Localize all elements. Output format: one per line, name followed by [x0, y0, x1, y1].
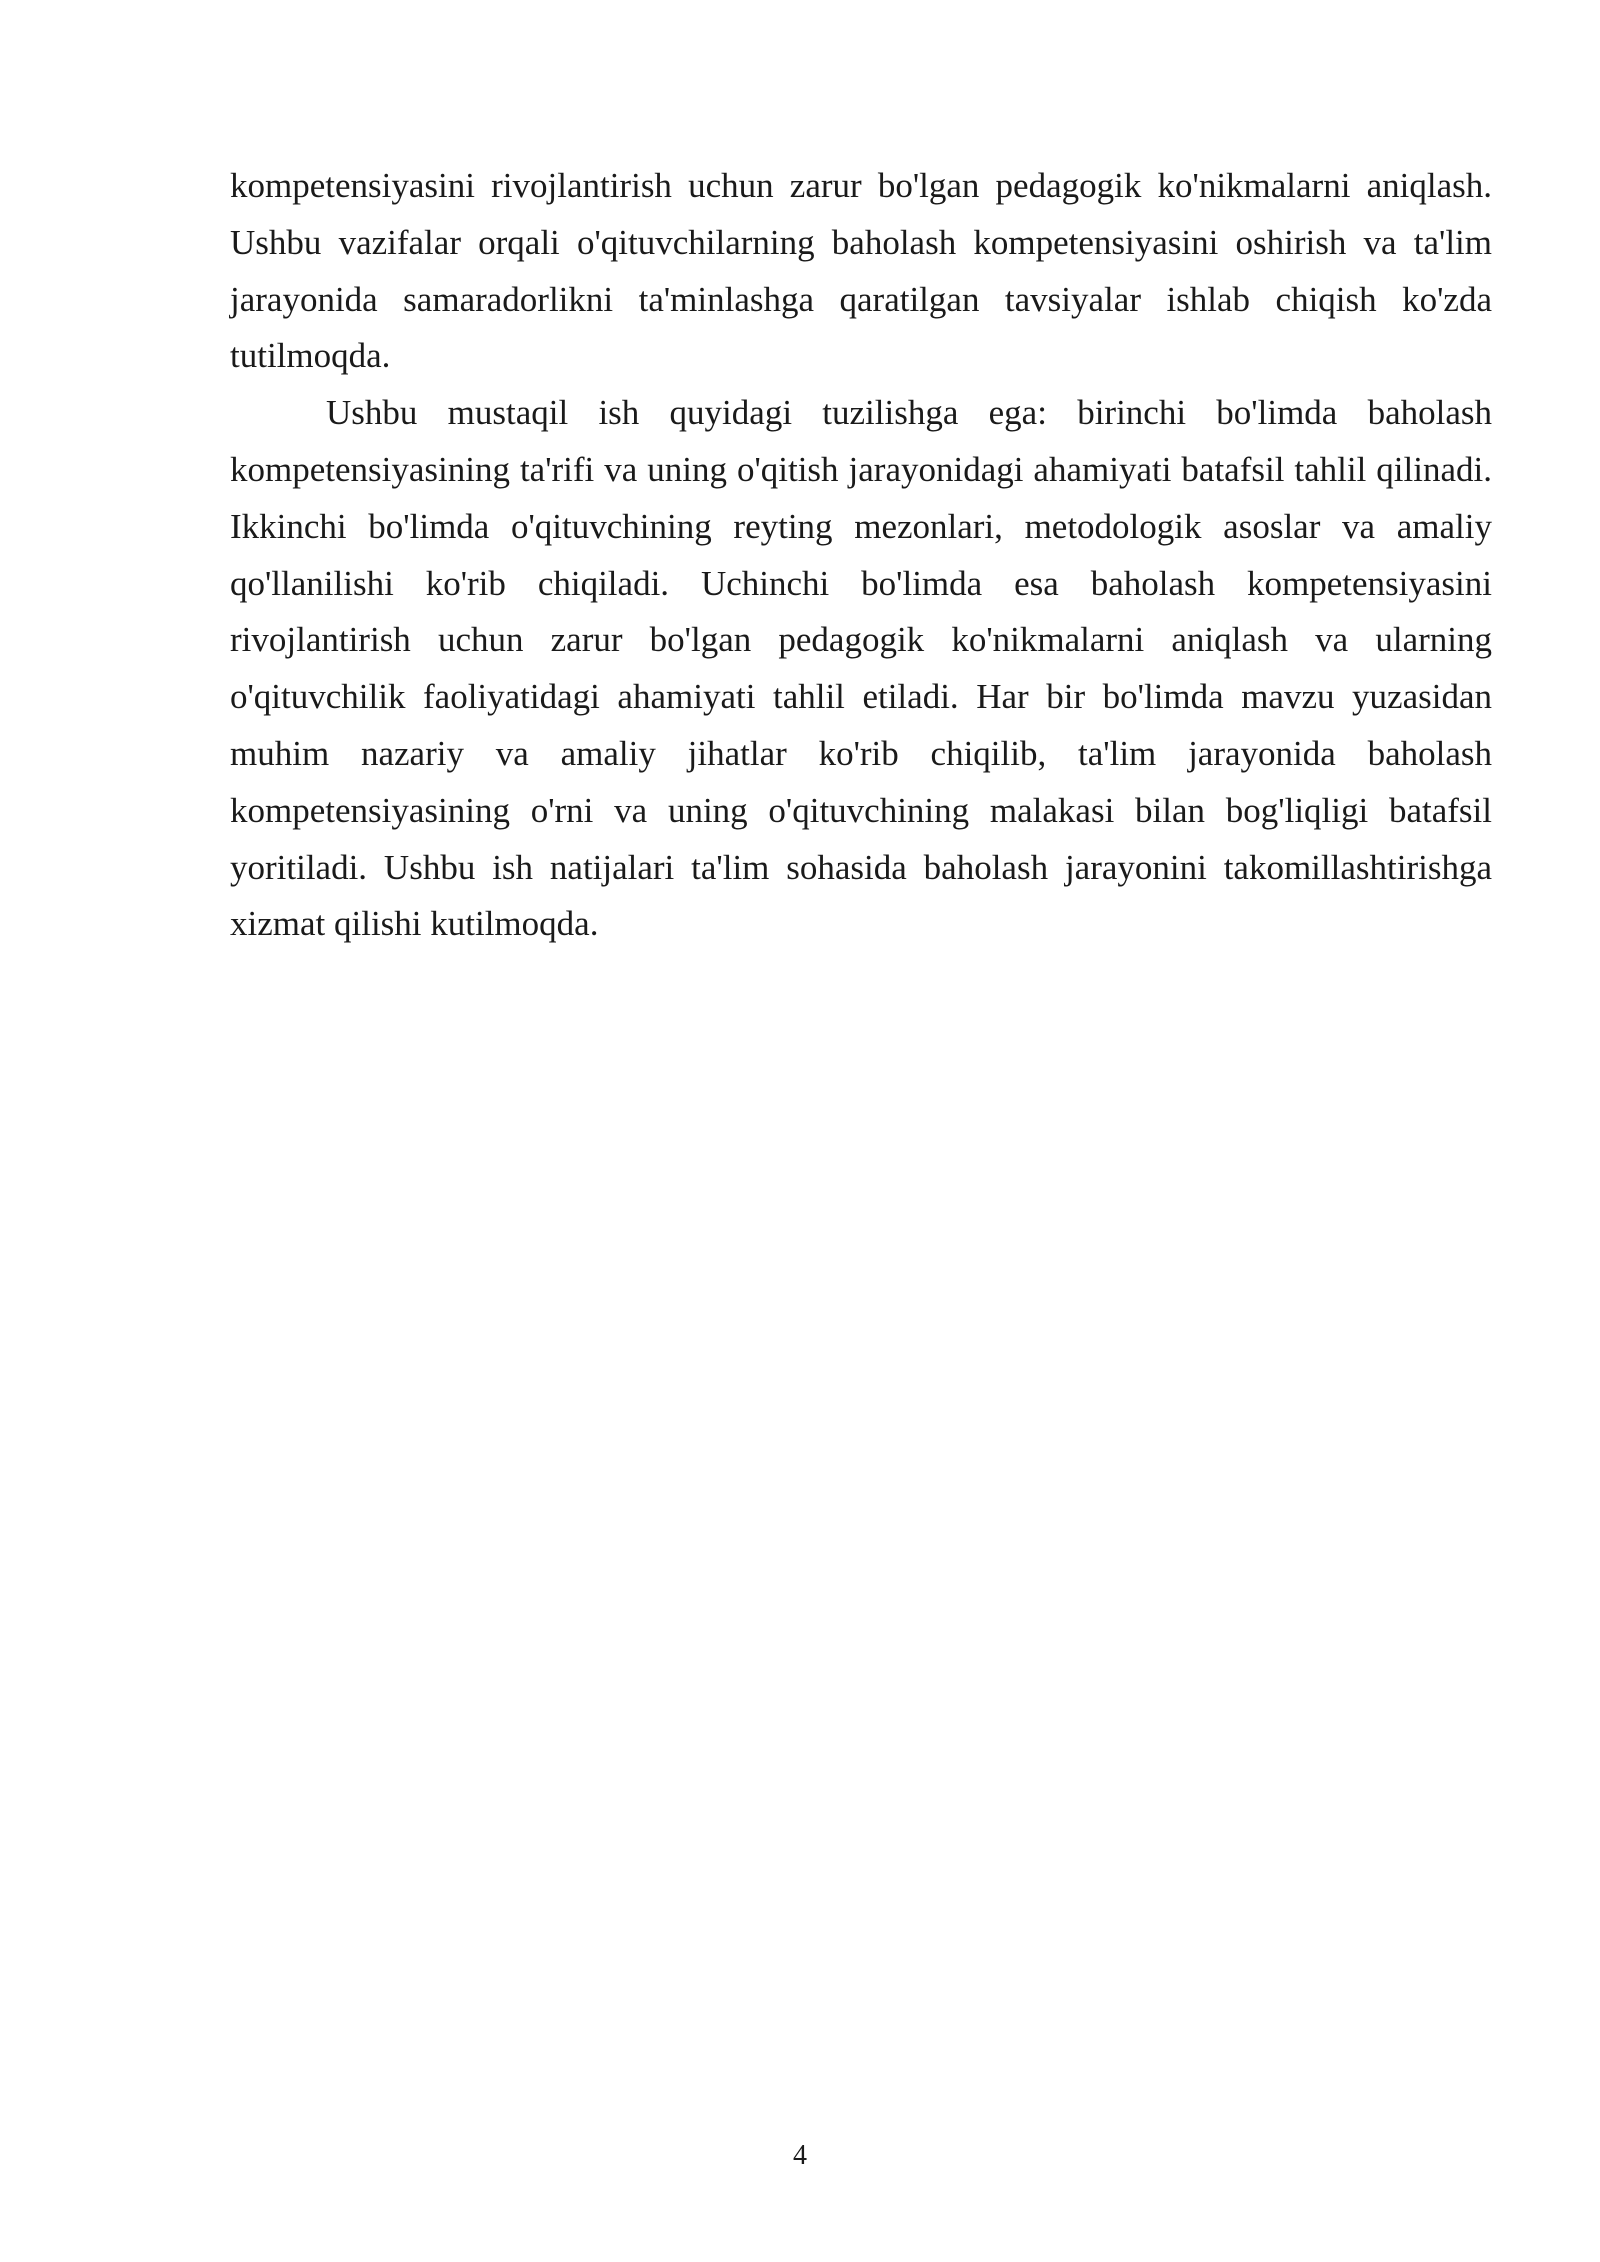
paragraph-structure-overview: Ushbu mustaqil ish quyidagi tuzilishga ega: birinchi bo'limda baholash kompetensiyasining ta'rifi va uning o'qitish jarayonidagi ahamiyati batafsil tahlil qilinadi. Ikkinchi bo'limda o'qituvchining reyting mezonlari, metodologik asoslar va amaliy qo'llanilishi ko'rib chiqiladi. Uchinchi bo'limda esa baholash kompetensiyasini rivojlantirish uchun zarur bo'lgan pedagogik ko'nikmalarni aniqlash va ularning o'qituvchilik faoliyatidagi ahamiyati tahlil etiladi. Har bir bo'limda mavzu yuzasidan muhim nazariy va amaliy jihatlar ko'rib chiqilib, ta'lim jarayonida baholash kompetensiyasining o'rni va uning o'qituvchining malakasi bilan bog'liqligi batafsil yoritiladi. Ushbu ish natijalari ta'lim sohasida baholash jarayonini takomillashtirishga xizmat qilishi kutilmoqda.	[230, 393, 1492, 944]
page-number: 4	[793, 2140, 807, 2171]
body-text	[230, 158, 1492, 953]
paragraph-continuation: kompetensiyasini rivojlantirish uchun zarur bo'lgan pedagogik ko'nikmalarni aniqlash. Ushbu vazifalar orqali o'qituvchilarning baholash kompetensiyasini oshirish va ta'lim jarayonida samaradorlikni ta'minlashga qaratilgan tavsiyalar ishlab chiqish ko'zda tutilmoqda.	[230, 166, 1492, 376]
